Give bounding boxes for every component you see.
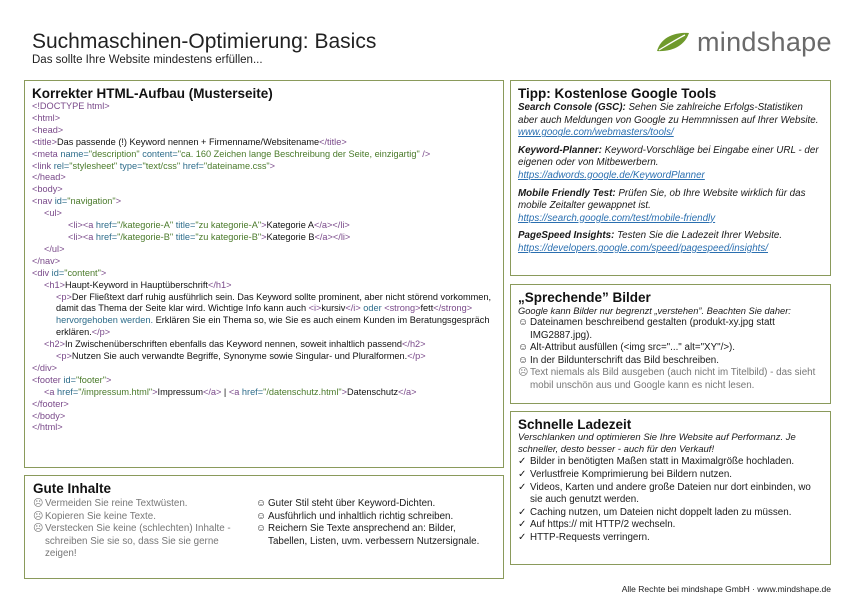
good-content-heading: Gute Inhalte	[33, 481, 112, 496]
html-structure-box	[24, 80, 504, 468]
tool-item: PageSpeed Insights: Testen Sie die Ladezeit Ihrer Website.	[518, 230, 783, 242]
smiley-icon: ☺	[518, 354, 529, 366]
code-line: </footer>	[32, 398, 69, 409]
code-line: <li><a href="/kategorie-A" title="zu kategorie-A">Kategorie A</a></li>	[68, 220, 350, 231]
code-line: <li><a href="/kategorie-B" title="zu kategorie-B">Kategorie B</a></li>	[68, 231, 351, 242]
sad-face-icon: ☹	[33, 498, 44, 509]
list-item: ☺ Dateinamen beschreibend gestalten (produkt-xy.jpg statt IMG2887.jpg).	[518, 317, 775, 341]
code-line: <body>	[32, 184, 63, 195]
keyword-planner-link[interactable]: https://adwords.google.de/KeywordPlanner	[518, 169, 705, 181]
code-line: <!DOCTYPE html>	[32, 101, 110, 111]
code-line: </head>	[32, 172, 66, 183]
code-line: <nav id="navigation">	[32, 196, 122, 207]
loading-time-intro: Verschlanken und optimieren Sie Ihre Website auf Performanz. Je schneller, desto besser - auch für den Verkauf!	[518, 432, 796, 456]
list-item: ☹ Vermeiden Sie reine Textwüsten.	[33, 498, 188, 509]
list-item: ✓ Bilder in benötigten Maßen statt in Maximalgröße hochladen.	[518, 456, 795, 468]
code-line: <footer id="footer">	[32, 374, 112, 385]
code-line: <p>Nutzen Sie auch verwandte Begriffe, Synonyme sowie Singular- und Pluralformen.</p>	[56, 351, 426, 362]
list-item: ☺ Reichern Sie Texte ansprechend an: Bilder, Tabellen, Listen, uvm. verbessern Nutzersignale.	[256, 523, 480, 547]
code-line: <p>Der Fließtext darf ruhig ausführlich sein. Das Keyword sollte prominent, aber nicht störend vorkommen, damit das Thema der Seite klar wird. Wichtige Info kann auch <i>kursiv</i> oder <strong>fett</strong> hervorgehoben werden. Erklären Sie ein Thema so, wie Sie es auch einem Kunden im Beratungsgespräch erklären.</p>	[56, 291, 492, 338]
mobile-friendly-link[interactable]: https://search.google.com/test/mobile-friendly	[518, 212, 716, 224]
sad-face-icon: ☹	[33, 523, 44, 535]
logo-text: mindshape	[697, 26, 832, 57]
loading-time-list	[518, 456, 823, 544]
code-line: </html>	[32, 422, 63, 433]
smiley-icon: ☺	[518, 342, 529, 354]
list-item: ✓ Verlustfreie Komprimierung bei Bildern nutzen.	[518, 469, 733, 480]
code-line: </div>	[32, 362, 58, 373]
good-content-box	[24, 475, 504, 579]
do-list	[256, 498, 495, 561]
code-line: <ul>	[44, 208, 62, 219]
code-line: </ul>	[44, 243, 65, 254]
code-line: <div id="content">	[32, 267, 107, 278]
list-item: ☹ Text niemals als Bild ausgeben (auch nicht im Titelbild) - das sieht mobil unschön aus und Google kann es nicht lesen.	[518, 367, 816, 391]
page-subtitle: Das sollte Ihre Website mindestens erfüllen...	[32, 54, 263, 66]
code-line: <h1>Haupt-Keyword in Hauptüberschrift</h1>	[44, 279, 232, 290]
code-line: <link rel="stylesheet" type="text/css" href="dateiname.css">	[32, 160, 276, 171]
check-icon: ✓	[518, 481, 527, 493]
smiley-icon: ☺	[518, 317, 529, 328]
list-item: ✓ HTTP-Requests verringern.	[518, 531, 650, 543]
list-item: ☹ Kopieren Sie keine Texte.	[33, 510, 156, 522]
loading-time-box	[510, 411, 831, 565]
tool-item: Keyword-Planner: Keyword-Vorschläge bei Eingabe einer URL - der eigenen oder von Mitbewerbern.	[518, 144, 819, 169]
images-heading: „Sprechende” Bilder	[518, 290, 651, 305]
smiley-icon: ☺	[256, 498, 267, 509]
check-icon: ✓	[518, 506, 527, 518]
search-console-link[interactable]: www.google.com/webmasters/tools/	[518, 127, 674, 139]
code-line: <meta name="description" content="ca. 160 Zeichen lange Beschreibung der Seite, einzigartig" />	[32, 148, 431, 159]
leaf-icon	[655, 31, 691, 53]
list-item: ☺ In der Bildunterschrift das Bild beschreiben.	[518, 354, 719, 366]
page-title: Suchmaschinen-Optimierung: Basics	[32, 30, 377, 53]
check-icon: ✓	[518, 519, 527, 531]
list-item: ☺ Ausführlich und inhaltlich richtig schreiben.	[256, 510, 454, 522]
code-line: <html>	[32, 112, 61, 123]
list-item: ☹ Verstecken Sie keine (schlechten) Inhalte - schreiben Sie sie so, dass Sie sie gerne zeigen!	[33, 523, 231, 560]
check-icon: ✓	[518, 531, 527, 543]
list-item: ☺ Alt-Attribut ausfüllen (<img src="..." alt="XY"/>).	[518, 342, 736, 354]
list-item: ✓ Auf https:// mit HTTP/2 wechseln.	[518, 519, 676, 531]
images-intro: Google kann Bilder nur begrenzt „verstehen”. Beachten Sie daher:	[518, 306, 791, 316]
check-icon: ✓	[518, 469, 527, 480]
copyright-footer: Alle Rechte bei mindshape GmbH · www.mindshape.de	[621, 584, 831, 594]
smiley-icon: ☺	[256, 523, 267, 535]
dont-list	[33, 498, 250, 561]
list-item: ☺ Guter Stil steht über Keyword-Dichten.	[256, 498, 436, 509]
sad-face-icon: ☹	[33, 510, 44, 522]
images-box	[510, 284, 831, 404]
tool-item: Search Console (GSC): Sehen Sie zahlreiche Erfolgs-Statistiken aber auch Meldungen von Google zu Hemmnissen auf Ihrer Website.	[518, 102, 819, 126]
code-line: <h2>In Zwischenüberschriften ebenfalls das Keyword nennen, soweit inhaltlich passend</h2>	[44, 339, 426, 350]
code-line: </nav>	[32, 255, 61, 266]
smiley-icon: ☺	[256, 510, 267, 522]
google-tools-heading: Tipp: Kostenlose Google Tools	[518, 86, 717, 101]
check-icon: ✓	[518, 456, 527, 468]
code-sample	[32, 101, 496, 434]
code-line: </body>	[32, 410, 66, 421]
sad-face-icon: ☹	[518, 367, 529, 379]
code-line: <head>	[32, 124, 64, 135]
list-item: ✓ Videos, Karten und andere große Dateien nur dort einbinden, wo sie auch genutzt werden.	[518, 481, 811, 506]
mindshape-logo	[655, 26, 832, 58]
pagespeed-link[interactable]: https://developers.google.com/speed/pagespeed/insights/	[518, 242, 768, 254]
tool-item: Mobile Friendly Test: Prüfen Sie, ob Ihre Website wirklich für das mobile Zeitalter gewappnet ist.	[518, 187, 806, 212]
code-line: <a href="/impressum.html">Impressum</a> | <a href="/datenschutz.html">Datenschutz</a>	[44, 386, 417, 397]
images-list	[518, 317, 823, 393]
list-item: ✓ Caching nutzen, um Dateien nicht doppelt laden zu müssen.	[518, 506, 792, 518]
google-tools-box	[510, 80, 831, 276]
loading-time-heading: Schnelle Ladezeit	[518, 417, 632, 432]
html-structure-heading: Korrekter HTML-Aufbau (Musterseite)	[32, 86, 273, 101]
code-line: <title>Das passende (!) Keyword nennen + Firmenname/Websitename</title>	[32, 136, 347, 147]
